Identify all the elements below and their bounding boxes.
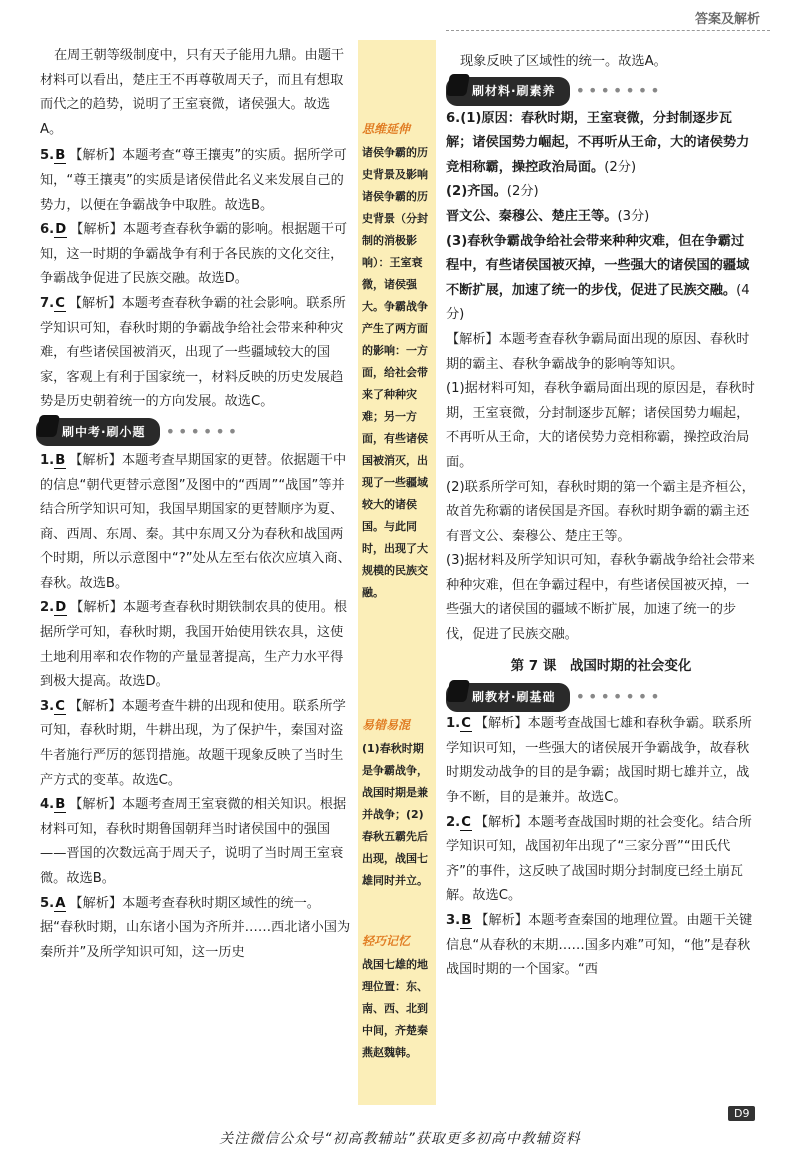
analysis-text: 本题考查牛耕的出现和使用。联系所学可知，春秋时期，牛耕出现，为了保护牛，秦国对盗牛者施行严厉的惩罚措施。故题干现象反映了当时生产方式的变革。故选C。 [40, 698, 346, 788]
analysis-text: 本题考查战国七雄和春秋争霸。联系所学知识可知，一些强大的诸侯展开争霸战争，故春秋时期发动战争的目的是争霸；战国时期七雄并立，战争不断，目的是兼并。故选C。 [446, 716, 752, 806]
analysis-tag: 【解析】 [68, 295, 122, 311]
analysis-tag: 【解析】 [70, 222, 123, 238]
item-number: 6. [446, 110, 461, 126]
answer-letter: C [55, 295, 65, 311]
answer-letter: B [55, 148, 66, 164]
answer-item [40, 596, 352, 694]
answer-letter: C [461, 814, 471, 830]
answer-text: (3)春秋争霸战争给社会带来种种灾难，但在争霸过程中，有些诸侯国被灭掉，一些强大的诸侯国的疆域不断扩展，加速了统一的步伐，促进了民族交融。 [446, 233, 750, 298]
note-box-mistakes [362, 714, 434, 892]
analysis-tag: 【解析】 [69, 452, 122, 468]
analysis-tag: 【解析】 [69, 895, 123, 911]
analysis-tag: 【解析】 [69, 148, 122, 164]
answer-letter: B [55, 797, 66, 813]
answer-item [40, 449, 352, 597]
answer-letter: B [55, 452, 66, 468]
answer-item [446, 712, 756, 810]
section-banner-wrap [446, 682, 756, 712]
item-number: 6. [40, 222, 55, 238]
answer-letter: C [55, 698, 65, 714]
answer-text: 晋文公、秦穆公、楚庄王等。 [446, 208, 618, 224]
answer-item [40, 892, 352, 966]
answer-letter: D [55, 222, 67, 238]
note-title: 易错易混 [362, 718, 411, 732]
section-banner-wrap [40, 415, 352, 449]
answer-item [446, 107, 756, 181]
item-number: 2. [40, 600, 55, 616]
analysis-text: 本题考查春秋争霸的社会影响。联系所学知识可知，春秋时期的争霸战争给社会带来种种灾难，有些诸侯国被消灭，出现了一些疆域较大的国家，客观上有利于国家统一，材料反映的历史发展趋势是历史朝着统一的方向发展。故选C。 [40, 295, 346, 410]
lesson-title: 第 7 课 战国时期的社会变化 [510, 657, 692, 674]
analysis-text: 本题考查“尊王攘夷”的实质。据所学可知，“尊王攘夷”的实质是诸侯借此名义来发展自己的势力，以便在争霸战争中取胜。故选B。 [40, 148, 347, 213]
answer-item [40, 793, 352, 891]
score: (3分) [617, 208, 650, 224]
dots-decoration: •••••• [165, 421, 241, 441]
book-icon [36, 415, 60, 437]
answer-letter: D [55, 600, 67, 616]
answer-text: (1)原因：春秋时期，王室衰微，分封制逐步瓦解；诸侯国势力崛起，不再听从王命，大的诸侯势力竞相称霸，操控政治局面。 [446, 110, 750, 175]
book-icon [446, 680, 470, 702]
answer-letter: B [461, 913, 472, 928]
item-number: 4. [40, 797, 55, 813]
analysis-text: 本题考查春秋争霸的影响。根据题干可知，这一时期的争霸战争有利于各民族的文化交往，争霸战争促进了民族交融。故选D。 [40, 222, 348, 287]
answer-item [40, 292, 352, 415]
book-icon [446, 74, 470, 96]
analysis-tag: 【解析】 [68, 698, 122, 714]
analysis-tag: 【解析】 [474, 716, 528, 732]
item-number: 7. [40, 295, 55, 311]
right-column [446, 50, 756, 983]
answer-item [40, 144, 352, 218]
section-banner-wrap [446, 75, 756, 107]
analysis-text: 本题考查早期国家的更替。依据题干中的信息“朝代更替示意图”及图中的“西周”“战国”等并结合所学知识可知，我国早期国家的更替顺序为夏、商、西周、东周、秦。其中东周又分为春秋和战国两个时期，所以示意图中“?”处从左至右依次应填入商、春秋。故选B。 [40, 452, 351, 591]
note-title: 轻巧记忆 [362, 934, 411, 948]
answer-letter: A [55, 895, 66, 911]
item-number: 5. [40, 895, 55, 911]
analysis-text: 本题考查春秋争霸局面出现的原因、春秋时期的霸主、春秋争霸战争的影响等知识。 [446, 331, 750, 372]
analysis-text: 本题考查周王室衰微的相关知识。根据材料可知，春秋时期鲁国朝拜当时诸侯国中的强国——晋国的次数远高于周天子，说明了当时周王室衰微。故选B。 [40, 797, 347, 886]
section-banner-label: 刷材料·刷素养 [472, 84, 556, 99]
analysis-tag: 【解析】 [475, 913, 528, 928]
note-title: 思维延伸 [362, 122, 411, 136]
section-banner-pill [36, 418, 160, 447]
item-number: 3. [40, 698, 55, 714]
note-box-memory [362, 930, 434, 1064]
section-banner [446, 686, 663, 708]
item-number: 5. [40, 148, 55, 164]
analysis-text: 本题考查秦国的地理位置。由题干关键信息“从春秋的末期……国多内难”可知，“他”是春秋战国时期的一个国家。“西 [446, 913, 753, 978]
dots-decoration: ••••••• [575, 686, 663, 706]
analysis-paragraph: (3)据材料及所学知识可知，春秋争霸战争给社会带来种种灾难，但在争霸过程中，有些诸侯国被灭掉，一些强大的诸侯国的疆域不断扩展，加速了统一的步伐，促进了民族交融。 [446, 553, 755, 643]
answer-item [446, 205, 756, 230]
analysis-tag: 【解析】 [446, 331, 499, 347]
section-banner-pill [446, 77, 570, 106]
note-box-thinking [362, 118, 434, 604]
footer-notice: 关注微信公众号“初高教辅站”获取更多初高中教辅资料 [219, 1131, 581, 1147]
intro-paragraph: 在周王朝等级制度中，只有天子能用九鼎。由题干材料可以看出，楚庄王不再尊敬周天子，而且有想取而代之的趋势，说明了王室衰微，诸侯强大。故选A。 [40, 48, 345, 137]
answer-item [40, 218, 352, 292]
intro-paragraph: 现象反映了区域性的统一。故选A。 [460, 54, 667, 69]
answer-item [446, 230, 756, 328]
answer-item [40, 695, 352, 793]
analysis-text: 本题考查春秋时期区域性的统一。据“春秋时期，山东诸小国为齐所并……西北诸小国为秦所并”及所学知识可知，这一历史 [40, 895, 351, 960]
item-number: 1. [446, 716, 461, 732]
answer-item [446, 811, 756, 909]
header-divider [446, 30, 770, 31]
analysis-paragraph [446, 328, 756, 377]
analysis-tag: 【解析】 [69, 797, 122, 813]
section-banner [36, 421, 240, 443]
analysis-paragraph: (1)据材料可知，春秋争霸局面出现的原因是，春秋时期，王室衰微，分封制逐步瓦解；诸侯国势力崛起，不再听从王命，大的诸侯势力竞相称霸，操控政治局面。 [446, 381, 755, 470]
analysis-paragraph: (2)联系所学可知，春秋时期的第一个霸主是齐桓公，故首先称霸的诸侯国是齐国。春秋时期争霸的霸主还有晋文公、秦穆公、楚庄王等。 [446, 479, 755, 544]
section-banner-label: 刷教材·刷基础 [472, 689, 556, 704]
dots-decoration: ••••••• [575, 81, 663, 101]
note-text: 战国七雄的地理位置：东、南、西、北到中间，齐楚秦燕赵魏韩。 [362, 958, 428, 1059]
analysis-text: 本题考查春秋时期铁制农具的使用。根据所学可知，春秋时期，我国开始使用铁农具，这使土地利用率和农作物的产量显著提高，生产力水平得到极大提高。故选D。 [40, 600, 348, 690]
answer-text: (2)齐国。 [446, 184, 507, 200]
answer-item [446, 909, 756, 983]
answer-letter: C [461, 716, 471, 732]
section-banner [446, 81, 663, 103]
item-number: 2. [446, 814, 461, 830]
note-text: (1)春秋时期是争霸战争，战国时期是兼并战争；(2)春秋五霸先后出现，战国七雄同时并立。 [362, 742, 428, 887]
note-text: 诸侯争霸的历史背景及影响诸侯争霸的历史背景（分封制的消极影响）：王室衰微，诸侯强大。争霸战争产生了两方面的影响：一方面，给社会带来了种种灾难；另一方面，有些诸侯国被消灭，出现了一些疆域较大的诸侯国。与此同时，出现了大规模的民族交融。 [362, 146, 428, 599]
item-number: 1. [40, 452, 55, 468]
score: (2分) [604, 159, 637, 175]
section-banner-label: 刷中考·刷小题 [62, 424, 146, 439]
score: (4分) [446, 282, 750, 323]
analysis-text: 本题考查战国时期的社会变化。结合所学知识可知，战国初年出现了“三家分晋”“田氏代齐”的事件，这反映了战国时期分封制度已经土崩瓦解。故选C。 [446, 814, 752, 904]
analysis-tag: 【解析】 [70, 600, 123, 616]
score: (2分) [506, 184, 539, 200]
section-header: 答案及解析 [694, 12, 760, 27]
analysis-tag: 【解析】 [474, 814, 528, 830]
page-number: D9 [728, 1106, 755, 1121]
answer-item [446, 180, 756, 205]
item-number: 3. [446, 913, 461, 928]
section-banner-pill [446, 683, 570, 712]
left-column [40, 44, 352, 965]
